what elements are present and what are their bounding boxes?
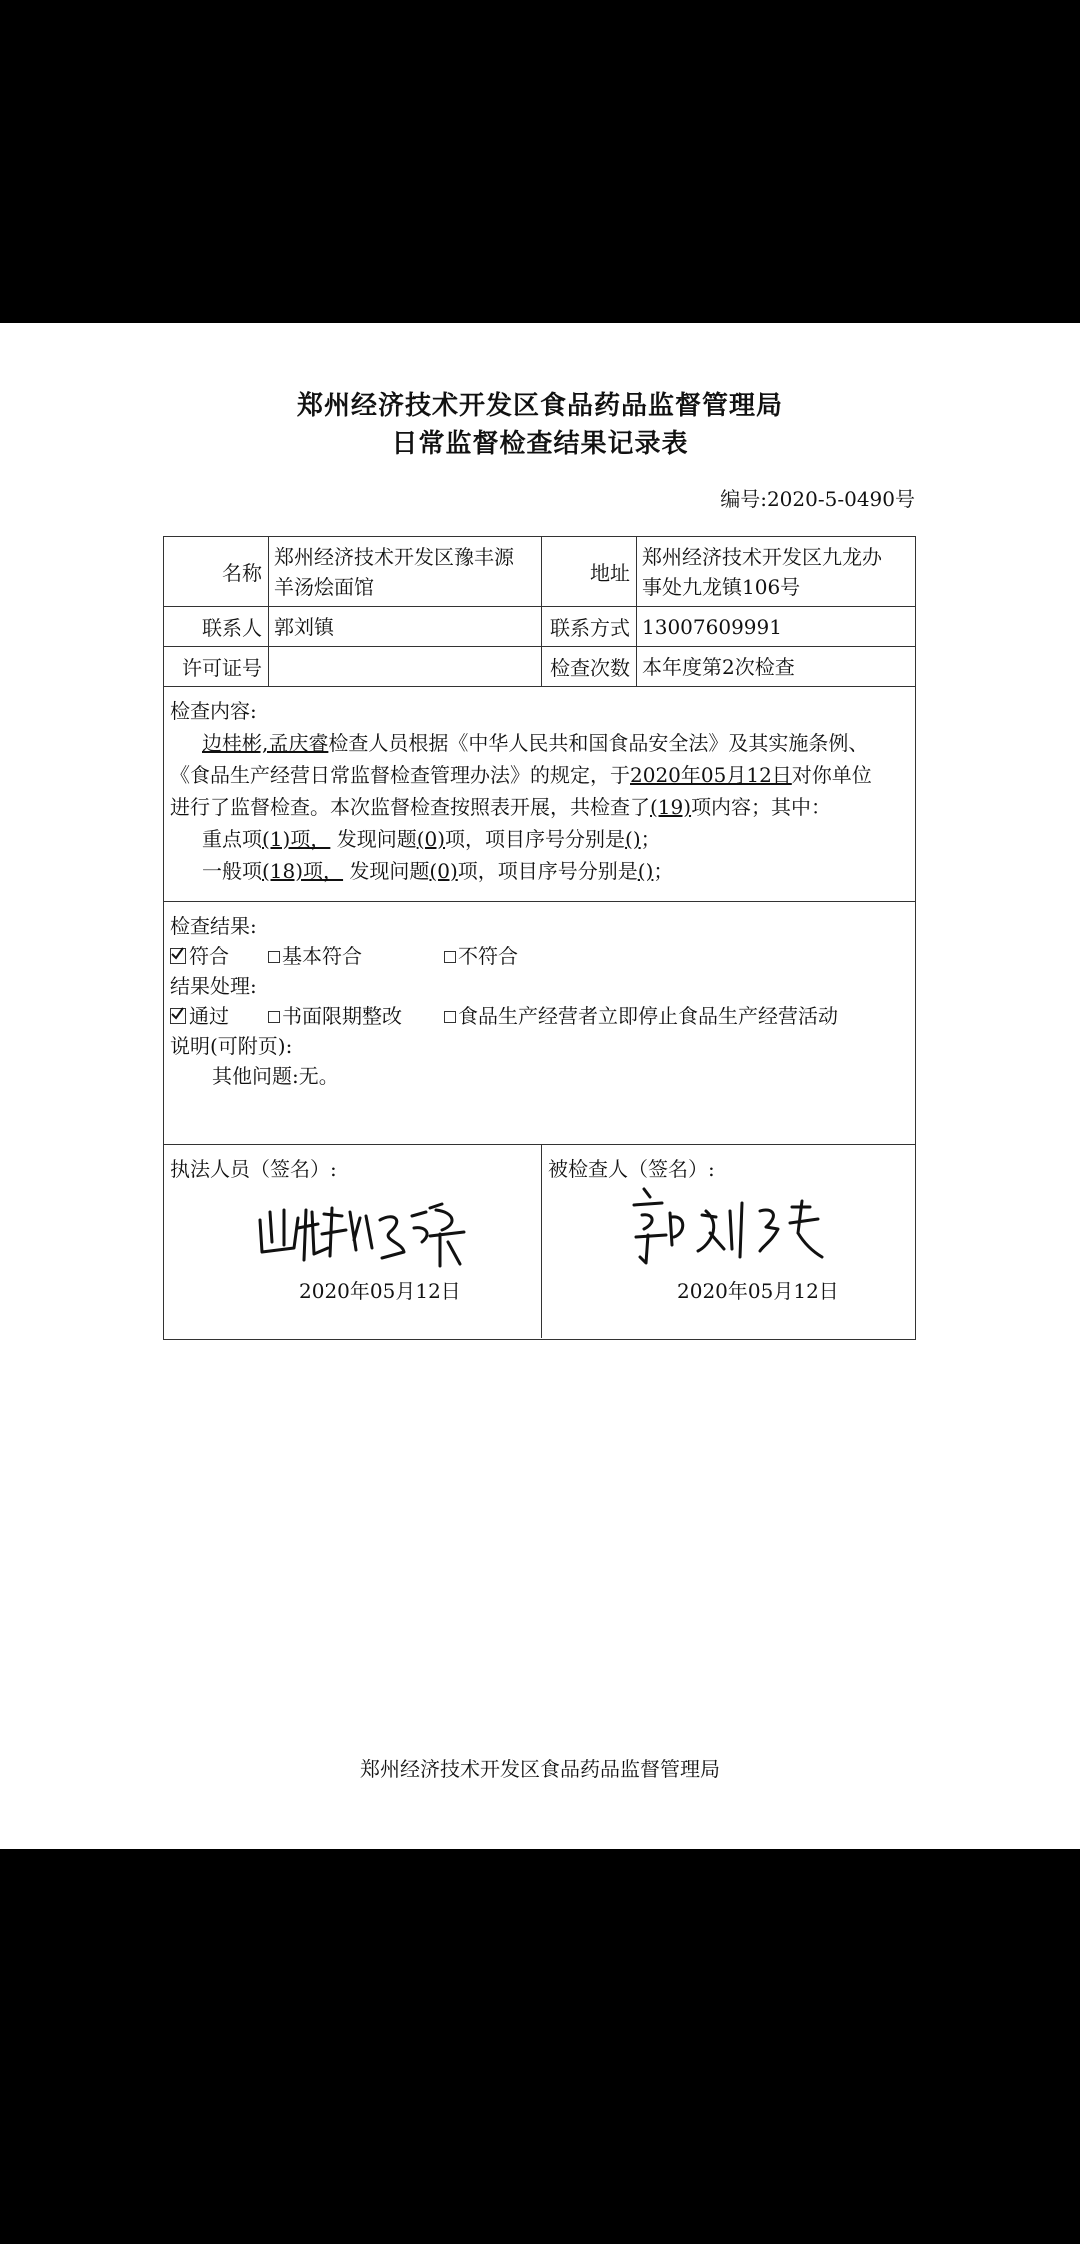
result-option-basic: 基本符合 [268, 940, 362, 969]
inspection-date: 2020年05月12日 [630, 763, 792, 787]
result-option-compliant: 符合 [170, 940, 229, 969]
total-items: (19) [650, 795, 692, 819]
officer-signature-date: 2020年05月12日 [299, 1279, 461, 1303]
inspected-signature-label: 被检查人（签名）: [548, 1157, 715, 1181]
name-value: 郑州经济技术开发区豫丰源 羊汤烩面馆 [268, 537, 541, 606]
inspected-signature-box [541, 1145, 914, 1338]
checkbox-checked-icon [170, 948, 186, 964]
key-items-line: 重点项(1)项， 发现问题(0)项，项目序号分别是()； [202, 827, 661, 851]
footer-issuer: 郑州经济技术开发区食品药品监督管理局 [360, 1757, 720, 1781]
address-label: 地址 [541, 537, 636, 606]
name-label: 名称 [222, 561, 262, 585]
result-heading: 检查结果: [170, 914, 257, 938]
officer-signature-box [164, 1145, 541, 1338]
general-items-line: 一般项(18)项， 发现问题(0)项，项目序号分别是()； [202, 859, 674, 883]
contact-label: 联系人 [202, 616, 262, 640]
inspection-count-label: 检查次数 [541, 647, 636, 686]
checkbox-icon [268, 1011, 280, 1023]
phone-label: 联系方式 [541, 607, 636, 646]
inspected-signature-date: 2020年05月12日 [677, 1279, 839, 1303]
inspector-names: 边桂彬,孟庆睿 [202, 731, 329, 755]
content-line-1: 边桂彬,孟庆睿检查人员根据《中华人民共和国食品安全法》及其实施条例、 [202, 731, 869, 755]
content-line-3: 进行了监督检查。本次监督检查按照表开展，共检查了(19)项内容；其中： [170, 795, 832, 819]
officer-handwritten-signature [254, 1190, 494, 1270]
document-number: 编号:2020-5-0490号 [720, 487, 915, 511]
handling-heading: 结果处理: [170, 974, 257, 998]
handling-option-rectify: 书面限期整改 [268, 1000, 402, 1029]
content-heading: 检查内容: [170, 699, 257, 723]
inspected-handwritten-signature [632, 1185, 852, 1275]
handling-option-pass: 通过 [170, 1000, 229, 1029]
row-contact-phone [164, 607, 915, 647]
note-heading: 说明(可附页): [170, 1034, 293, 1058]
phone-value: 13007609991 [636, 607, 914, 646]
checkbox-icon [444, 951, 456, 963]
row-license-count [164, 647, 915, 687]
note-text: 其他问题:无。 [212, 1064, 339, 1088]
handling-option-stop: 食品生产经营者立即停止食品生产经营活动 [444, 1000, 838, 1029]
inspection-form [163, 536, 916, 1340]
inspection-content-section [164, 687, 915, 902]
document-title-line2: 日常监督检查结果记录表 [391, 429, 689, 459]
contact-value: 郭刘镇 [268, 607, 541, 646]
row-name-address [164, 537, 915, 607]
checkbox-icon [444, 1011, 456, 1023]
result-option-noncompliant: 不符合 [444, 940, 518, 969]
officer-signature-label: 执法人员（签名）: [170, 1157, 337, 1181]
license-label: 许可证号 [182, 656, 262, 680]
checkbox-icon [268, 951, 280, 963]
document-page [0, 323, 1080, 1849]
signature-section [164, 1145, 915, 1338]
license-value [268, 647, 541, 686]
inspection-result-section [164, 902, 915, 1145]
checkbox-checked-icon [170, 1008, 186, 1024]
inspection-count-value: 本年度第2次检查 [636, 647, 914, 686]
content-line-2: 《食品生产经营日常监督检查管理办法》的规定，于2020年05月12日对你单位 [170, 763, 872, 787]
document-title-line1: 郑州经济技术开发区食品药品监督管理局 [296, 391, 783, 421]
address-value: 郑州经济技术开发区九龙办 事处九龙镇106号 [636, 537, 914, 606]
